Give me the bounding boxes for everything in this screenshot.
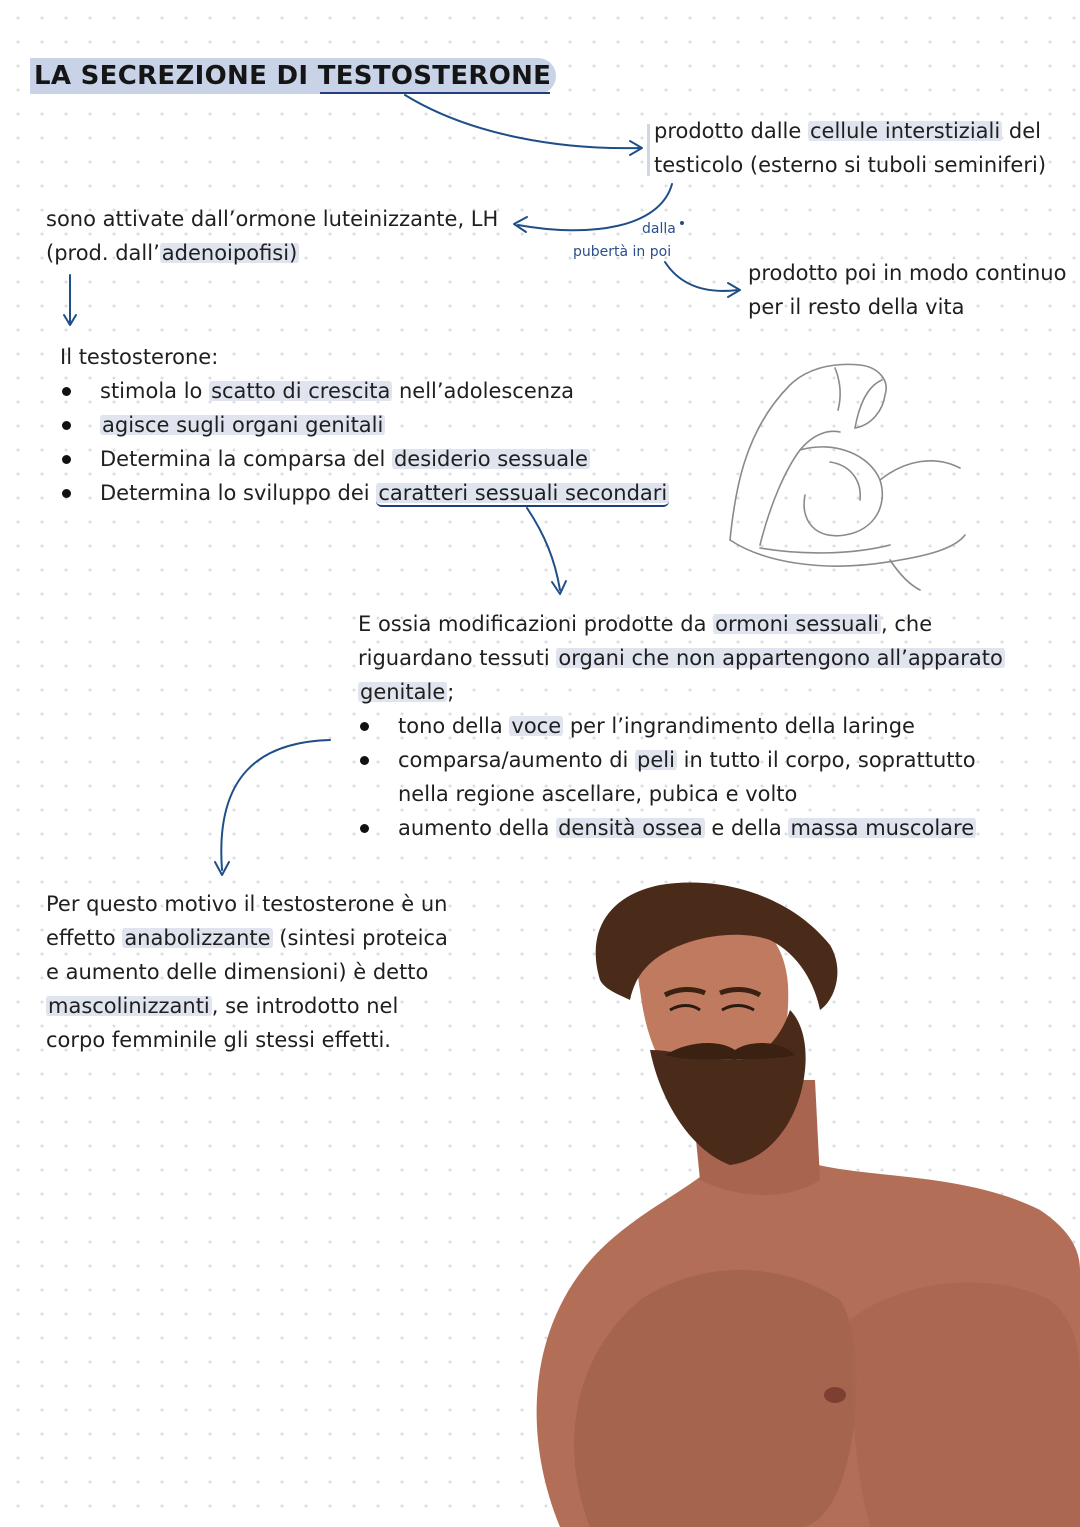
secondary-line-3: genitale; — [360, 680, 455, 704]
highlight-voce: voce — [511, 714, 562, 738]
activated-line-1: sono attivate dall’ormone luteinizzante, LH — [46, 207, 499, 231]
highlight-anabolizzante: anabolizzante — [124, 926, 271, 950]
effects-heading: Il testosterone: — [60, 345, 219, 369]
list-item: Determina la comparsa del desiderio sessuale — [60, 442, 669, 476]
arrow-to-lh — [518, 184, 672, 230]
flexed-arm-sketch-icon — [730, 364, 965, 590]
list-item: Determina lo sviluppo dei caratteri sessuali secondari — [60, 476, 669, 510]
conclusion-line-5: corpo femminile gli stessi effetti. — [46, 1028, 391, 1052]
highlight-scatto: scatto di crescita — [211, 379, 391, 403]
list-item-continuation: nella regione ascellare, pubica e volto — [398, 782, 798, 806]
note-puberta: pubertà in poi — [573, 244, 672, 260]
list-item: stimola lo scatto di crescita nell’adolescenza — [60, 374, 669, 408]
highlight-mascolinizzanti: mascolinizzanti — [48, 994, 210, 1018]
highlight-adenoipofisi: adenoipofisi) — [161, 241, 298, 265]
highlight-massa: massa muscolare — [790, 816, 975, 840]
list-item: tono della voce per l’ingrandimento della laringe — [358, 709, 976, 743]
produced-text: prodotto dalle — [654, 119, 808, 143]
page-title: LA SECREZIONE DI TESTOSTERONE — [34, 61, 552, 91]
conclusion-line-4: mascolinizzanti, se introdotto nel — [48, 994, 399, 1018]
list-item: aumento della densità ossea e della massa muscolare — [358, 811, 976, 845]
activated-text: (prod. dall’ — [46, 241, 160, 265]
produced-line-2: testicolo (esterno si tuboli seminiferi) — [654, 153, 1047, 177]
continuous-line-2: per il resto della vita — [748, 295, 965, 319]
highlight-caratteri: caratteri sessuali secondari — [378, 481, 668, 505]
conclusion-line-3: e aumento delle dimensioni) è detto — [46, 960, 429, 984]
highlight-apparato: organi che non appartengono all’apparato — [558, 646, 1003, 670]
arrow-to-continuous — [665, 262, 738, 291]
arrow-to-secondary — [527, 508, 560, 590]
conclusion-line-2: effetto anabolizzante (sintesi proteica — [46, 926, 448, 950]
list-item: comparsa/aumento di peli in tutto il corpo, soprattutto — [358, 743, 976, 777]
highlight-peli: peli — [637, 748, 675, 772]
note-dalla: dalla — [642, 221, 676, 237]
arrow-to-conclusion — [221, 740, 330, 870]
secondary-line-1: E ossia modificazioni prodotte da ormoni sessuali, che — [358, 612, 933, 636]
arrow-title-to-produced — [405, 95, 640, 148]
highlight-desiderio: desiderio sessuale — [393, 447, 588, 471]
conclusion-line-1: Per questo motivo il testosterone è un — [46, 892, 448, 916]
highlight-cellule: cellule interstiziali — [809, 119, 1001, 143]
continuous-line-1: prodotto poi in modo continuo — [748, 261, 1067, 285]
muscular-man-illustration — [537, 883, 1080, 1527]
highlight-organi: agisce sugli organi genitali — [102, 413, 384, 437]
highlight-genitale: genitale — [360, 680, 446, 704]
secondary-line-2: riguardano tessuti organi che non appartengono all’apparato — [358, 646, 1003, 670]
produced-text-end: del — [1002, 119, 1041, 143]
highlight-densita: densità ossea — [558, 816, 703, 840]
highlight-ormoni: ormoni sessuali — [715, 612, 879, 636]
